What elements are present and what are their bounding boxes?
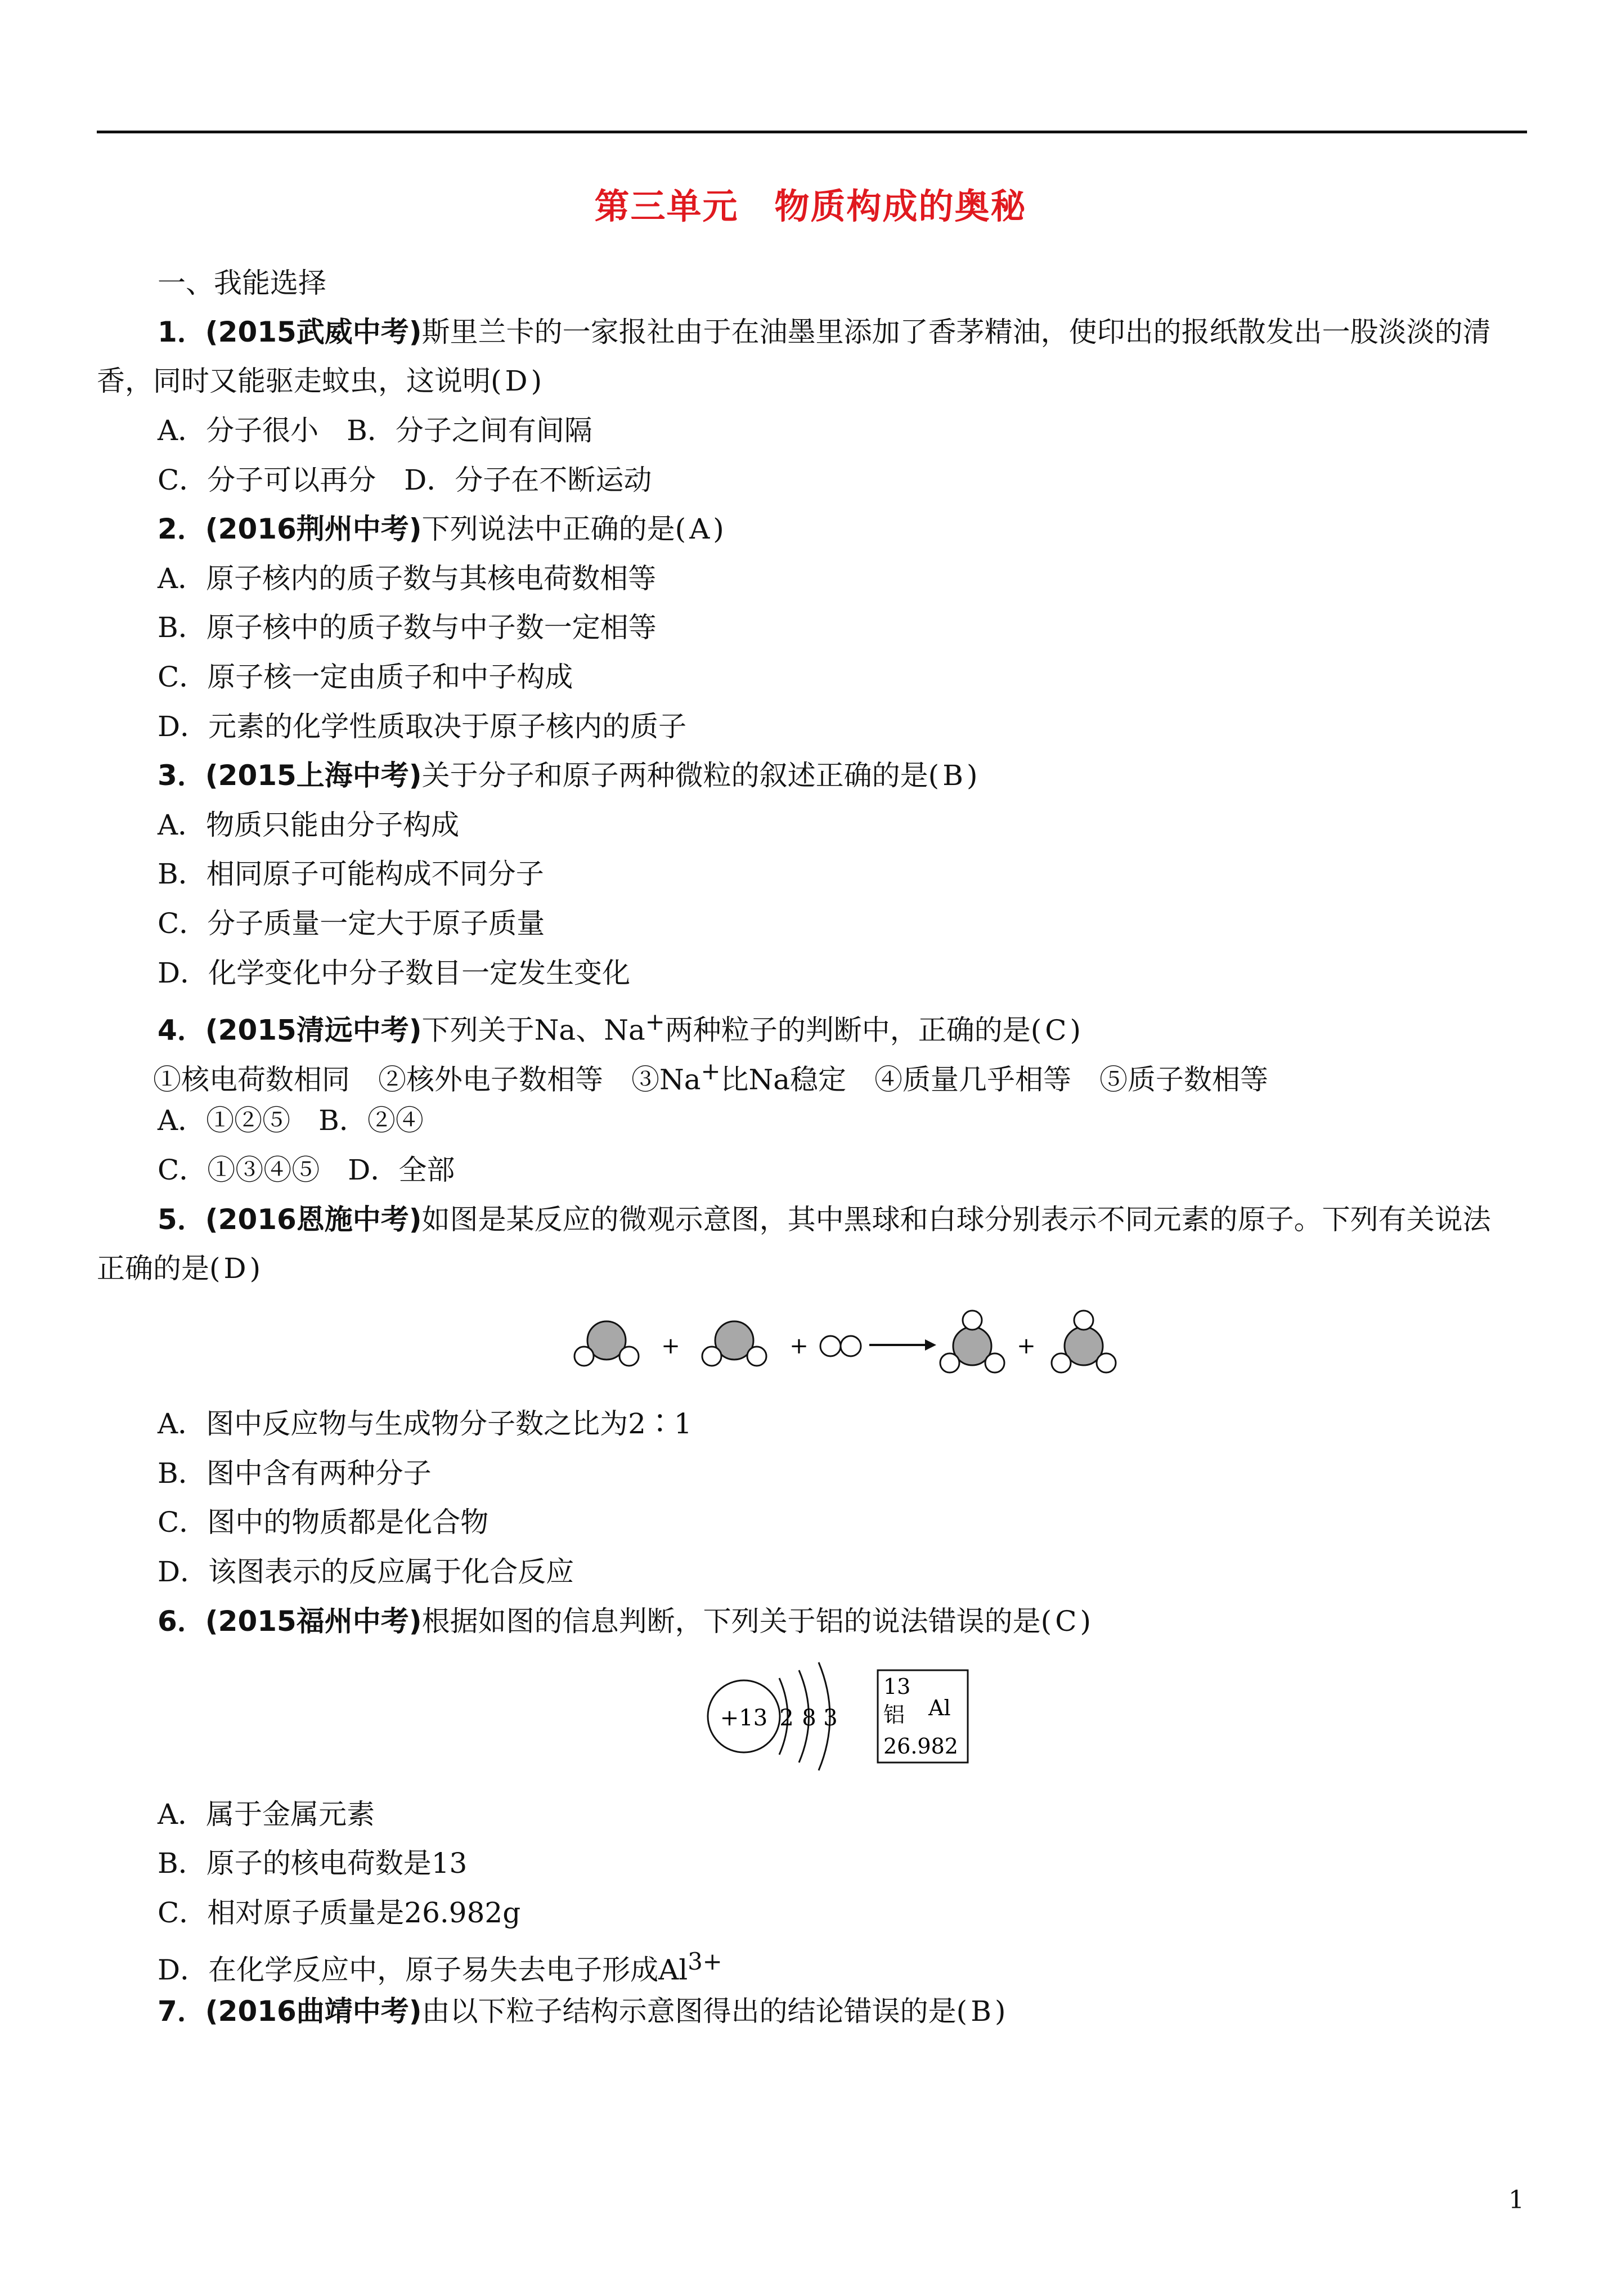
white-atom bbox=[940, 1353, 959, 1373]
question-4-option: C．①③④⑤ D．全部 bbox=[158, 1154, 455, 1186]
question-6-option: B．原子的核电荷数是13 bbox=[158, 1847, 468, 1880]
question-5-stem-cont: 正确的是( D ) bbox=[97, 1249, 261, 1288]
plus-sign: + bbox=[1017, 1333, 1036, 1359]
page-title: 第三单元 物质构成的奥秘 bbox=[594, 186, 1027, 227]
question-2-stem: 2．(2016荆州中考)下列说法中正确的是( A ) bbox=[158, 509, 724, 549]
question-4-answer: C bbox=[1045, 1014, 1067, 1047]
question-1-answer: D bbox=[505, 365, 528, 397]
question-2-option: A．原子核内的质子数与其核电荷数相等 bbox=[158, 562, 657, 595]
question-3-stem: 3．(2015上海中考)关于分子和原子两种微粒的叙述正确的是( B ) bbox=[158, 756, 977, 795]
white-atom bbox=[985, 1353, 1004, 1373]
question-5-option: B．图中含有两种分子 bbox=[158, 1457, 432, 1490]
page-number: 1 bbox=[1508, 2186, 1524, 2214]
white-atom bbox=[574, 1347, 594, 1366]
question-5-stem: 5．(2016恩施中考)如图是某反应的微观示意图，其中黑球和白球分别表示不同元素的原子。下列有关说法 bbox=[158, 1203, 1491, 1236]
white-atom bbox=[820, 1336, 841, 1356]
question-5-option: D．该图表示的反应属于化合反应 bbox=[158, 1555, 574, 1588]
white-atom bbox=[1052, 1353, 1071, 1373]
reaction-diagram bbox=[551, 1300, 1125, 1396]
white-atom bbox=[747, 1347, 766, 1366]
question-2-option: B．原子核中的质子数与中子数一定相等 bbox=[158, 611, 657, 644]
nucleus-charge: +13 bbox=[720, 1705, 768, 1731]
white-atom bbox=[1074, 1311, 1093, 1330]
question-2-option: C．原子核一定由质子和中子构成 bbox=[158, 661, 573, 693]
plus-sign: + bbox=[661, 1333, 680, 1359]
question-4-statements: ①核电荷数相同 ②核外电子数相等 ③Na+比Na稳定 ④质量几乎相等 ⑤质子数相等 bbox=[153, 1057, 1269, 1096]
question-7-stem: 7．(2016曲靖中考)由以下粒子结构示意图得出的结论错误的是( B ) bbox=[158, 1992, 1005, 2031]
arrow-head bbox=[925, 1339, 936, 1351]
question-3-option: A．物质只能由分子构成 bbox=[158, 809, 460, 841]
question-5-answer: D bbox=[223, 1252, 246, 1285]
shell-electrons: 8 bbox=[802, 1705, 816, 1731]
question-3-answer: B bbox=[942, 759, 963, 792]
question-7-answer: B bbox=[971, 1995, 991, 2028]
question-1-stem: 1．(2015武威中考)斯里兰卡的一家报社由于在油墨里添加了香茅精油，使印出的报纸散发出一股淡淡的清 bbox=[158, 316, 1491, 348]
atomic-mass: 26.982 bbox=[883, 1734, 958, 1759]
question-2-answer: A bbox=[689, 513, 710, 545]
question-3-option: B．相同原子可能构成不同分子 bbox=[158, 858, 544, 890]
shell-electrons: 2 bbox=[779, 1705, 794, 1731]
question-3-option: D．化学变化中分子数目一定发生变化 bbox=[158, 957, 631, 989]
question-6-stem: 6．(2015福州中考)根据如图的信息判断，下列关于铝的说法错误的是( C ) bbox=[158, 1602, 1091, 1641]
plus-sign: + bbox=[789, 1333, 809, 1359]
white-atom bbox=[1097, 1353, 1116, 1373]
question-5-option: C．图中的物质都是化合物 bbox=[158, 1506, 489, 1539]
question-1-stem-cont: 香，同时又能驱走蚊虫，这说明( D ) bbox=[97, 361, 542, 401]
question-6-option: C．相对原子质量是26.982g bbox=[158, 1896, 521, 1929]
element-symbol: Al bbox=[928, 1696, 951, 1720]
element-name: 铝 bbox=[883, 1702, 905, 1727]
top-rule bbox=[97, 131, 1527, 133]
atomic-number: 13 bbox=[883, 1674, 911, 1699]
question-1-option: A．分子很小 B．分子之间有间隔 bbox=[158, 414, 592, 447]
white-atom bbox=[619, 1347, 639, 1366]
question-6-option: A．属于金属元素 bbox=[158, 1798, 375, 1831]
question-4-stem: 4．(2015清远中考)下列关于Na、Na+两种粒子的判断中，正确的是( C ) bbox=[158, 1002, 1081, 1050]
question-5-option: A．图中反应物与生成物分子数之比为2∶1 bbox=[158, 1407, 692, 1440]
aluminum-atom-diagram bbox=[703, 1654, 1018, 1790]
question-4-option: A．①②⑤ B．②④ bbox=[158, 1104, 424, 1137]
white-atom bbox=[702, 1347, 721, 1366]
white-atom bbox=[841, 1336, 861, 1356]
question-6-answer: C bbox=[1055, 1605, 1077, 1638]
question-3-option: C．分子质量一定大于原子质量 bbox=[158, 907, 545, 940]
question-1-option: C．分子可以再分 D．分子在不断运动 bbox=[158, 464, 652, 496]
question-6-option: D．在化学反应中，原子易失去电子形成$Al^{3+}$ bbox=[158, 1948, 722, 1986]
white-atom bbox=[963, 1311, 982, 1330]
question-2-option: D．元素的化学性质取决于原子核内的质子 bbox=[158, 710, 687, 743]
shell-electrons: 3 bbox=[823, 1705, 838, 1731]
section-heading: 一、我能选择 bbox=[158, 267, 326, 299]
